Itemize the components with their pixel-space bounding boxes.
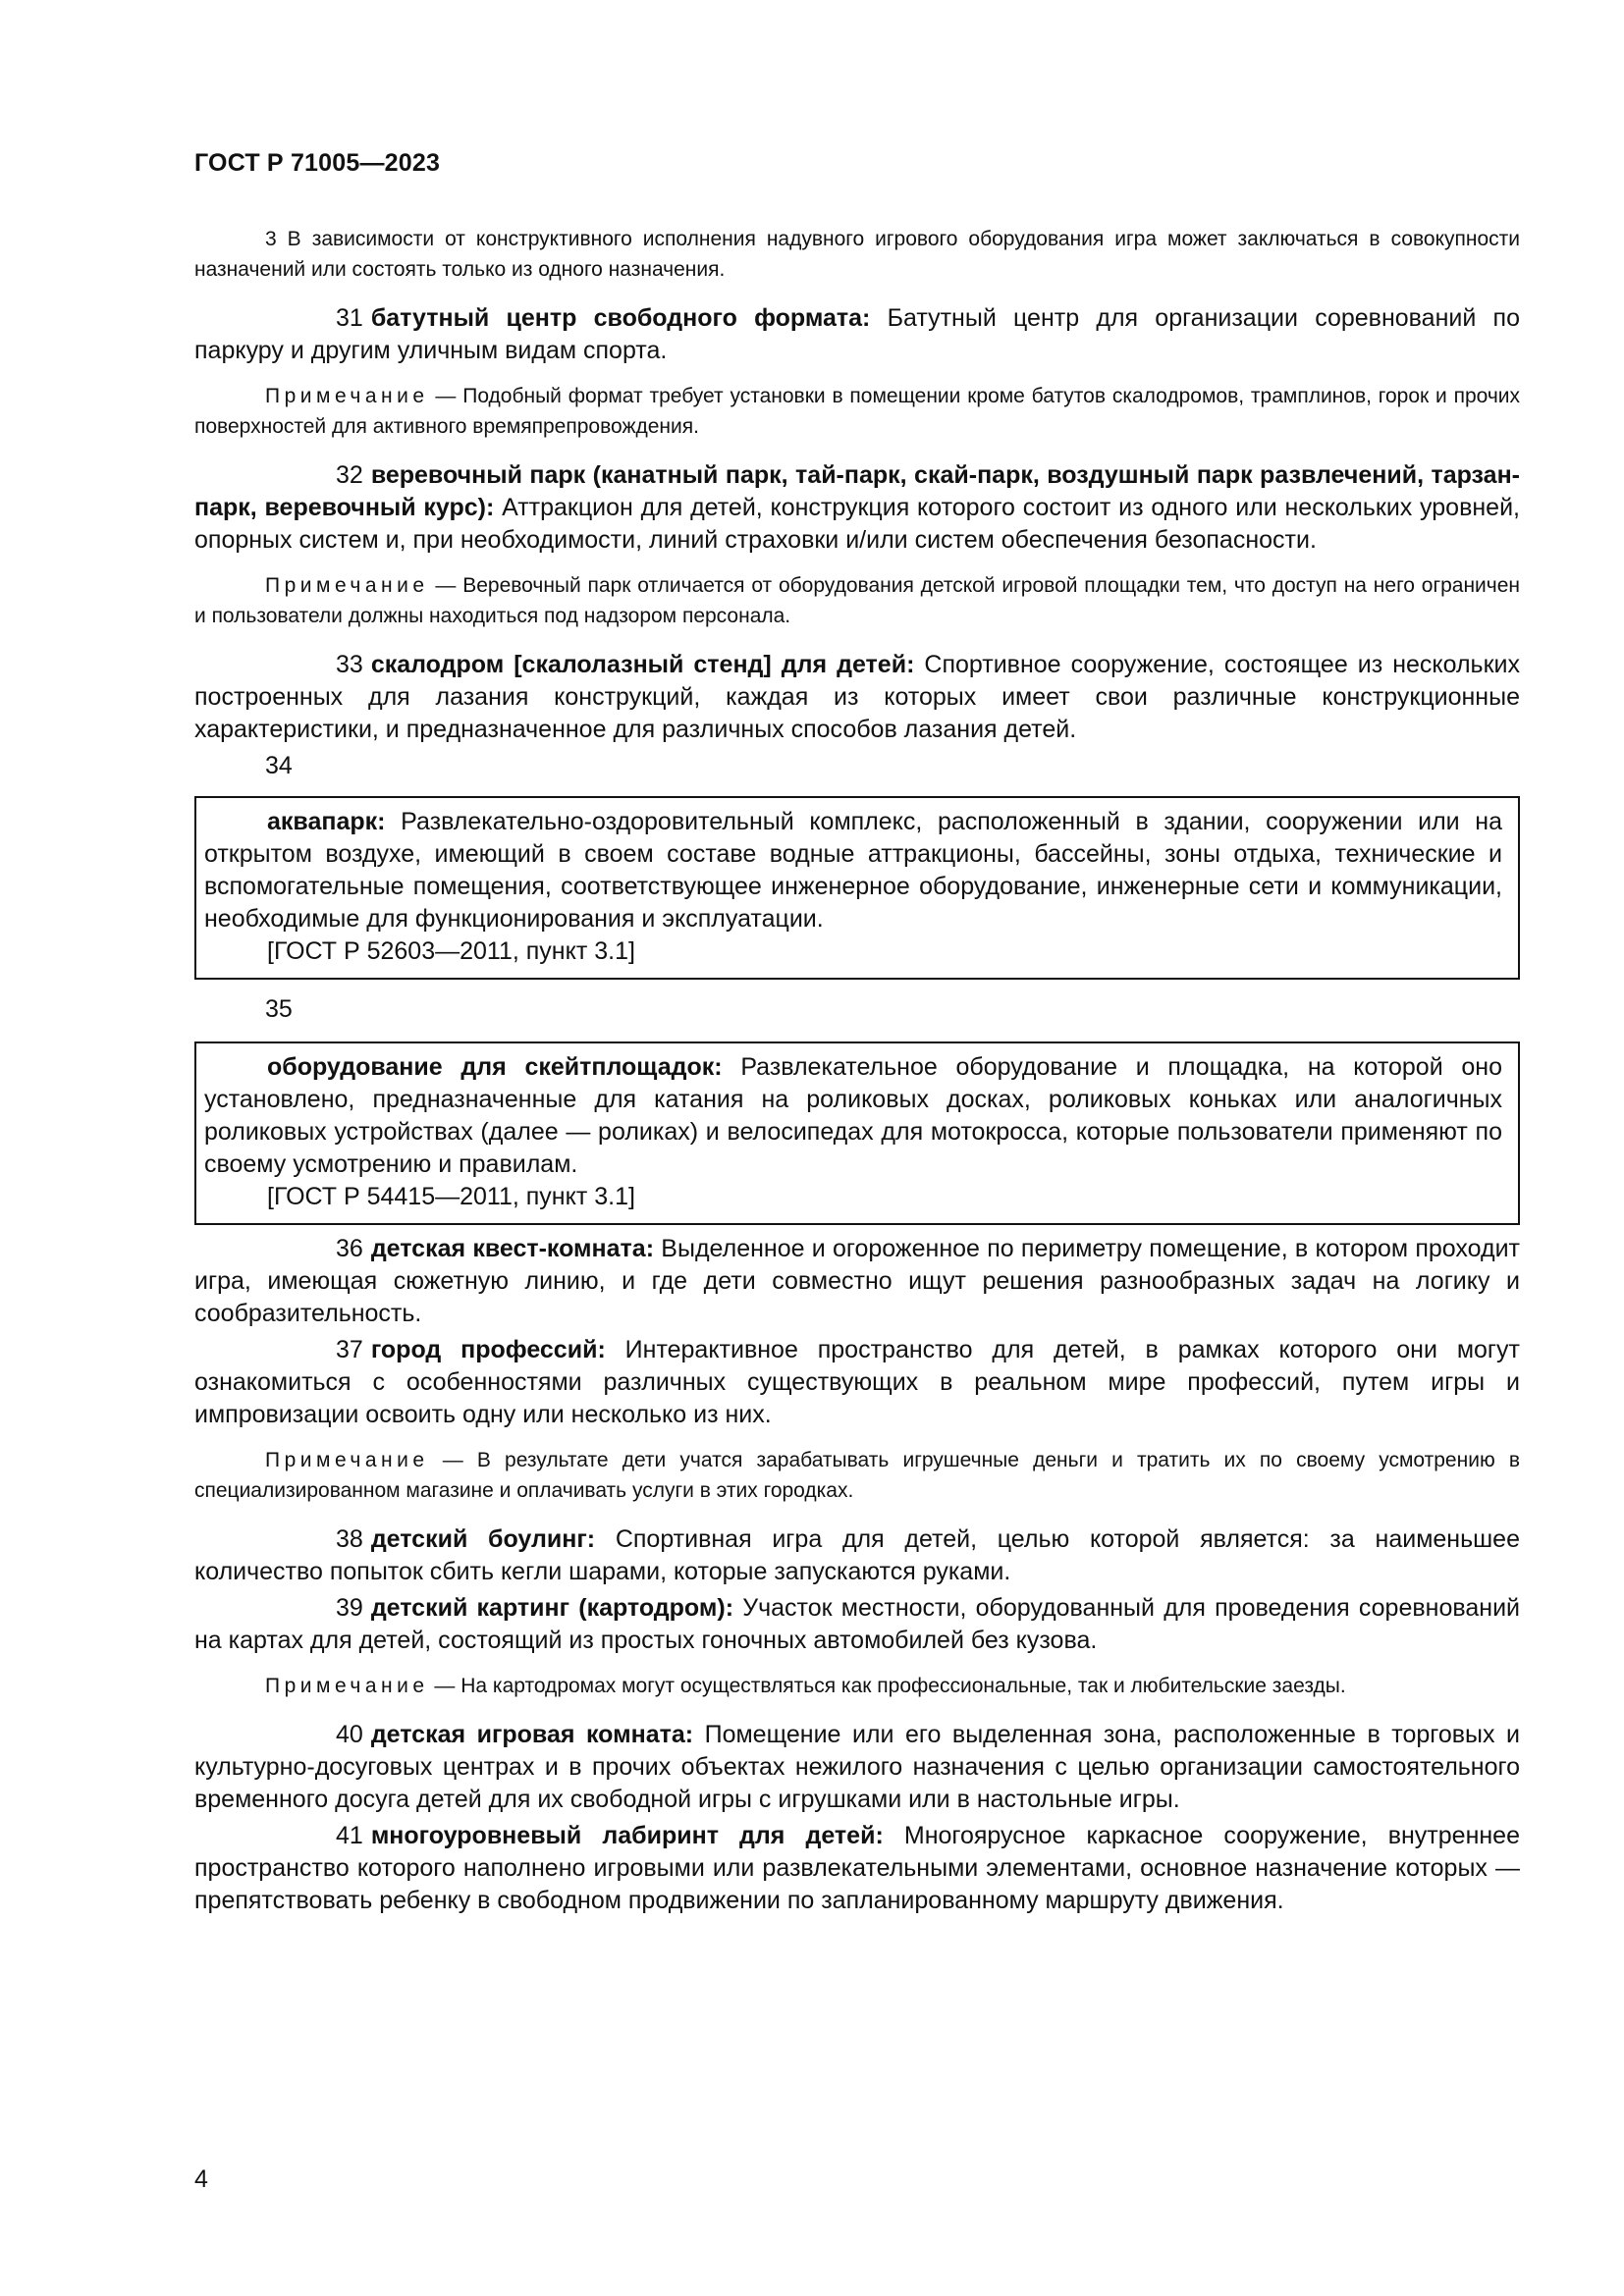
term-title: детский боулинг:: [370, 1525, 596, 1553]
term-definition: Развлекательно-оздоровительный комплекс, расположенный в здании, сооружении или на открытом воздухе, имеющий в своем составе водные аттракционы, бассейны, зоны отдыха, технические и вспомогательные помещения, соответствующее инженерное оборудование, инженерные сети и коммуникации, необходимые для функционирования и эксплуатации.: [204, 808, 1502, 933]
term-entry-34: [204, 806, 1502, 935]
term-title: скалодром [скалолазный стенд] для детей:: [370, 651, 915, 678]
term-title: батутный центр свободного формата:: [370, 304, 871, 332]
note-dash: —: [428, 1449, 477, 1471]
term-number-34: 34: [265, 752, 293, 779]
term-title: детская игровая комната:: [370, 1721, 694, 1748]
page-number: 4: [194, 2165, 208, 2193]
note-text: В результате дети учатся зарабатывать игрушечные деньги и тратить их по своему усмотрению в специализированном магазине и оплачивать услуги в этих городках.: [194, 1449, 1520, 1502]
term-definition: Выделенное и огороженное по периметру помещение, в котором проходит игра, имеющая сюжетную линию, и где дети совместно ищут решения разнообразных задач на логику и сообразительность.: [194, 1235, 1520, 1327]
term-definition: Интерактивное пространство для детей, в рамках которого они могут ознакомиться с особенностями различных существующих в реальном мире профессий, путем игры и импровизации освоить одну или несколько из них.: [194, 1336, 1520, 1428]
term-definition: Аттракцион для детей, конструкция которого состоит из одного или нескольких уровней, опорных систем и, при необходимости, линий страховки и/или систем обеспечения безопасности.: [194, 494, 1520, 554]
term-entry-35: [204, 1051, 1502, 1181]
term-number: 40: [336, 1721, 363, 1748]
term-entry-39: [194, 1592, 1520, 1657]
note-paragraph: 3 В зависимости от конструктивного исполнения надувного игрового оборудования игра может заключаться в совокупности назначений или состоять только из одного назначения.: [194, 228, 1520, 281]
note-dash: —: [428, 1675, 461, 1697]
note-paragraph: [194, 1671, 1520, 1701]
note-label: Примечание: [265, 1675, 429, 1697]
note-label: Примечание: [265, 1449, 429, 1471]
term-entry-41: [194, 1820, 1520, 1917]
term-source: [ГОСТ Р 54415—2011, пункт 3.1]: [267, 1183, 635, 1210]
term-title: детский картинг (картодром):: [370, 1594, 734, 1622]
term-definition: Развлекательное оборудование и площадка, на которой оно установлено, предназначенные для катания на роликовых досках, роликовых коньках или аналогичных роликовых устройствах (далее — роликах) и велосипедах для мотокросса, которые пользователи применяют по своему усмотрению и правилам.: [204, 1053, 1503, 1178]
term-number: 41: [336, 1822, 363, 1849]
term-title: аквапарк:: [267, 808, 386, 835]
term-definition: Участок местности, оборудованный для проведения соревнований на картах для детей, состоящий из простых гоночных автомобилей без кузова.: [194, 1594, 1520, 1654]
term-source: [ГОСТ Р 52603—2011, пункт 3.1]: [267, 937, 635, 965]
term-number: 33: [336, 651, 363, 678]
note-paragraph: [194, 1445, 1520, 1506]
note-label: Примечание: [265, 574, 429, 597]
term-number: 38: [336, 1525, 363, 1553]
term-title: детская квест-комната:: [370, 1235, 655, 1262]
term-number-35: 35: [265, 995, 293, 1023]
term-entry-31: [194, 302, 1520, 367]
term-title: оборудование для скейтплощадок:: [267, 1053, 723, 1081]
document-header: ГОСТ Р 71005—2023: [194, 149, 441, 177]
term-definition: Многоярусное каркасное сооружение, внутреннее пространство которого наполнено игровыми или развлекательными элементами, основное назначение которых — препятствовать ребенку в свободном продвижении по запланированному маршруту движения.: [194, 1822, 1520, 1914]
term-title: город профессий:: [370, 1336, 606, 1363]
note-paragraph: [194, 570, 1520, 631]
term-number: 32: [336, 461, 363, 489]
term-definition: Спортивная игра для детей, целью которой является: за наименьшее количество попыток сбить кегли шарами, которые запускаются руками.: [194, 1525, 1520, 1585]
term-entry-38: [194, 1523, 1520, 1588]
term-number: 31: [336, 304, 363, 332]
note-paragraph: [194, 381, 1520, 442]
note-text: Веревочный парк отличается от оборудования детской игровой площадки тем, что доступ на него ограничен и пользователи должны находиться под надзором персонала.: [194, 574, 1521, 627]
note-text: На картодромах могут осуществляться как профессиональные, так и любительские заезды.: [460, 1675, 1346, 1697]
term-entry-36: [194, 1233, 1520, 1330]
term-definition: Спортивное сооружение, состоящее из нескольких построенных для лазания конструкций, каждая из которых имеет свои различные конструкционные характеристики, и предназначенное для различных способов лазания детей.: [194, 651, 1520, 743]
note-dash: —: [428, 385, 463, 407]
term-number: 36: [336, 1235, 363, 1262]
term-number: 39: [336, 1594, 363, 1622]
term-title: многоуровневый лабиринт для детей:: [370, 1822, 884, 1849]
term-entry-37: [194, 1334, 1520, 1431]
term-number: 37: [336, 1336, 363, 1363]
term-entry-33: [194, 649, 1520, 746]
term-entry-40: [194, 1719, 1520, 1816]
note-dash: —: [428, 574, 463, 597]
quoted-term-box-34: [194, 796, 1520, 980]
term-entry-32: [194, 459, 1520, 557]
term-definition: Батутный центр для организации соревнований по паркуру и другим уличным видам спорта.: [194, 304, 1520, 364]
document-body: [194, 224, 1520, 1917]
note-text: Подобный формат требует установки в помещении кроме батутов скалодромов, трамплинов, горок и прочих поверхностей для активного времяпрепровождения.: [194, 385, 1521, 438]
quoted-term-box-35: [194, 1041, 1520, 1225]
term-definition: Помещение или его выделенная зона, расположенные в торговых и культурно-досуговых центрах и в прочих объектах нежилого назначения с целью организации самостоятельного временного досуга детей для их свободной игры с игрушками или в настольные игры.: [194, 1721, 1520, 1813]
term-title: веревочный парк (канатный парк, тай-парк, скай-парк, воздушный парк развлечений, тарзан-парк, веревочный курс):: [194, 461, 1520, 521]
note-label: Примечание: [265, 385, 429, 407]
